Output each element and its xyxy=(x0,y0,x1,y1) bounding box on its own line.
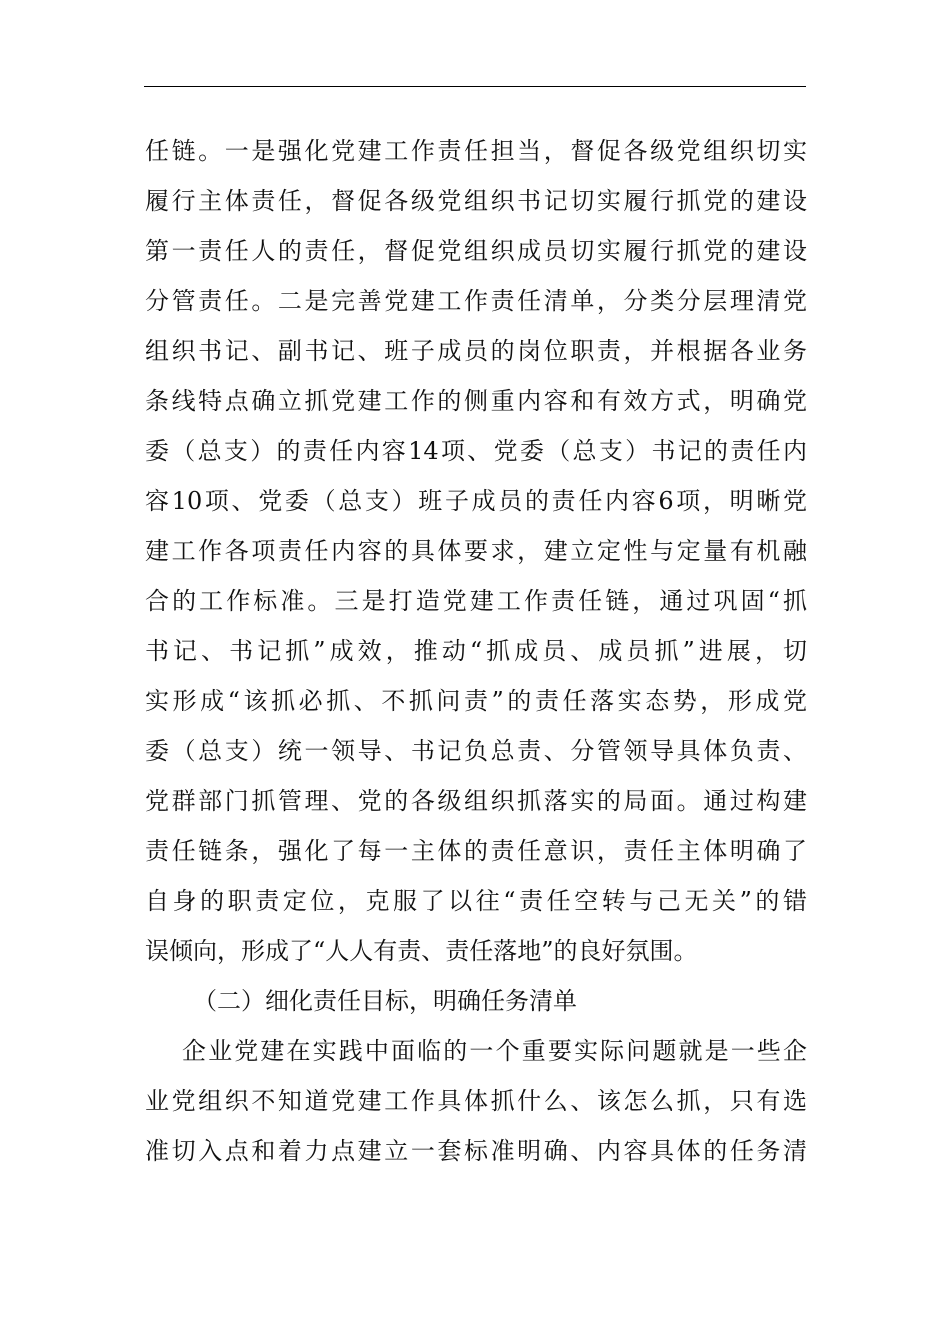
text-line: 误倾向，形成了“人人有责、责任落地”的良好氛围。 xyxy=(145,937,698,965)
text-line: 书记、书记抓”成效，推动“抓成员、成员抓”进展，切 xyxy=(145,637,807,665)
text-line: 条线特点确立抓党建工作的侧重内容和有效方式，明确党 xyxy=(145,387,807,415)
header-rule xyxy=(144,86,806,87)
text-line: 容10项、党委（总支）班子成员的责任内容6项，明晰党 xyxy=(145,487,807,515)
paragraph-task-list xyxy=(145,1026,807,1176)
text-line: 党群部门抓管理、党的各级组织抓落实的局面。通过构建 xyxy=(145,787,807,815)
text-line: 第一责任人的责任，督促党组织成员切实履行抓党的建设 xyxy=(145,237,807,265)
text-line: 实形成“该抓必抓、不抓问责”的责任落实态势，形成党 xyxy=(145,687,807,715)
text-line: 分管责任。二是完善党建工作责任清单，分类分层理清党 xyxy=(145,287,807,315)
text-line: 委（总支）的责任内容14项、党委（总支）书记的责任内 xyxy=(145,437,807,465)
text-line: 企业党建在实践中面临的一个重要实际问题就是一些企 xyxy=(182,1037,807,1065)
text-line: 任链。一是强化党建工作责任担当，督促各级党组织切实 xyxy=(145,137,807,165)
text-line: 合的工作标准。三是打造党建工作责任链，通过巩固“抓 xyxy=(145,587,807,615)
text-line: 责任链条，强化了每一主体的责任意识，责任主体明确了 xyxy=(145,837,807,865)
text-line: 委（总支）统一领导、书记负总责、分管领导具体负责、 xyxy=(145,737,807,765)
text-line: 准切入点和着力点建立一套标准明确、内容具体的任务清 xyxy=(145,1137,807,1165)
text-line: 组织书记、副书记、班子成员的岗位职责，并根据各业务 xyxy=(145,337,807,365)
paragraph-responsibility-chain xyxy=(145,126,807,976)
text-line: 建工作各项责任内容的具体要求，建立定性与定量有机融 xyxy=(145,537,807,565)
section-heading: （二）细化责任目标，明确任务清单 xyxy=(193,987,577,1015)
text-line: 自身的职责定位，克服了以往“责任空转与己无关”的错 xyxy=(145,887,807,915)
text-line: 履行主体责任，督促各级党组织书记切实履行抓党的建设 xyxy=(145,187,807,215)
text-line: 业党组织不知道党建工作具体抓什么、该怎么抓，只有选 xyxy=(145,1087,807,1115)
document-body xyxy=(145,126,807,1176)
